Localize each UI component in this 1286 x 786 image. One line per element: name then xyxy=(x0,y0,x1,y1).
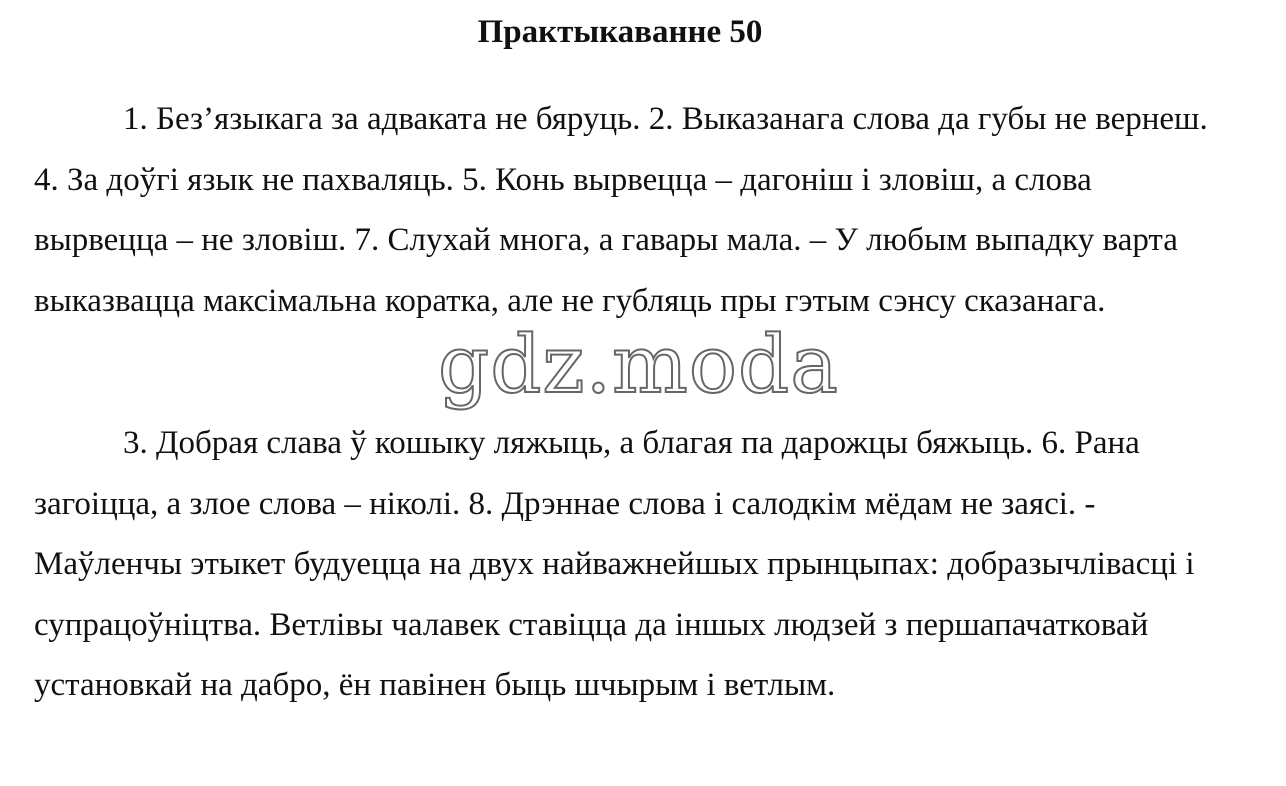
paragraph-1: 1. Без’языкага за адваката не бяруць. 2. Выказанага слова да губы не вернеш. 4. За доўгі язык не пахваляць. 5. Конь вырвецца – дагоніш і зловіш, а слова вырвецца – не зловіш. 7. Слухай многа, а гавары мала. – У любым выпадку варта выказвацца максімальна коратка, але не губляць пры гэтым сэнсу сказанага. xyxy=(34,101,1208,319)
watermark: gdz.moda xyxy=(438,318,839,411)
paragraph-2: 3. Добрая слава ў кошыку ляжыць, а благая па дарожцы бяжыць. 6. Рана загоіцца, а злое слова – ніколі. 8. Дрэннае слова і салодкім мёдам не заясі. - Маўленчы этыкет будуецца на двух найважнейшых прынцыпах: добразычлівасці і супрацоўніцтва. Ветлівы чалавек ставіцца да іншых людзей з першапачатковай установкай на дабро, ён павінен быць шчырым і ветлым. xyxy=(34,425,1195,703)
exercise-title: Практыкаванне 50 xyxy=(477,14,763,50)
